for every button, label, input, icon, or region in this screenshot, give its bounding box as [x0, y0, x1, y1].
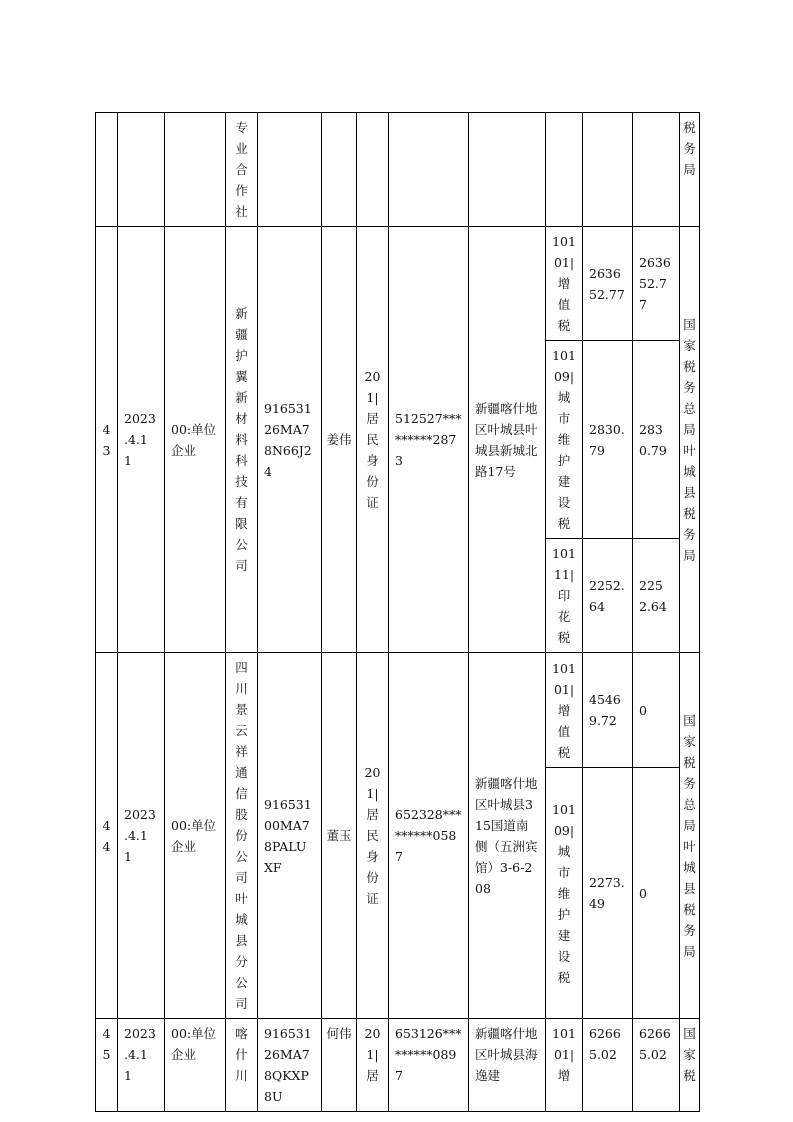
char: 09|	[553, 369, 575, 384]
char: 20	[364, 1026, 381, 1041]
tax-authority-cell	[680, 113, 700, 227]
char: 局	[683, 817, 696, 833]
company-name-cell	[226, 227, 258, 653]
char: 税	[683, 505, 696, 521]
address-cell: 新疆喀什地区叶城县叶城县新城北路17号	[469, 227, 546, 653]
tax-item-cell	[546, 227, 583, 341]
unit-type-cell: 00:单位企业	[165, 653, 226, 1019]
char: 云	[235, 723, 248, 738]
char: 务	[683, 526, 696, 542]
char: 川	[235, 681, 248, 696]
char: 护	[235, 348, 248, 363]
tax-paid-cell: 2830.79	[633, 341, 680, 539]
char: 务	[683, 141, 696, 156]
char: 身	[366, 453, 379, 468]
char: 叶	[683, 442, 696, 458]
char: 有	[235, 495, 248, 510]
char: 县	[683, 880, 696, 896]
char: 101	[552, 546, 576, 561]
table-row	[96, 1019, 700, 1112]
char: 税	[683, 901, 696, 917]
char: 新	[235, 390, 248, 405]
tax-amount-cell: 263652.77	[583, 227, 633, 341]
tax-item-cell	[546, 1019, 583, 1112]
char: 信	[235, 786, 248, 801]
char: 城	[557, 390, 571, 405]
table-row	[96, 227, 700, 341]
id-type-cell	[357, 1019, 389, 1112]
char: 总	[683, 796, 696, 812]
tax-paid-cell	[633, 113, 680, 227]
char: 分	[235, 954, 248, 969]
id-number-cell	[389, 113, 469, 227]
tax-item-cell	[546, 341, 583, 539]
char: 家	[683, 337, 696, 353]
char: 101	[552, 801, 576, 817]
char: 什	[235, 1047, 248, 1062]
char: 税	[683, 754, 696, 770]
credit-code-cell: 91653126MA78N66J24	[258, 227, 322, 653]
company-name-cell	[226, 113, 258, 227]
char: 1|	[366, 786, 379, 801]
char: 作	[235, 183, 248, 198]
char: 专	[235, 120, 248, 135]
tax-amount-cell: 2252.64	[583, 539, 633, 653]
char: 101	[552, 348, 576, 363]
tax-amount-cell: 2830.79	[583, 341, 633, 539]
tax-authority-cell	[680, 227, 700, 653]
char: 业	[235, 141, 248, 156]
char: 材	[235, 411, 248, 426]
char: 务	[683, 379, 696, 395]
char: 合	[235, 162, 248, 177]
id-number-cell: 512527*********2873	[389, 227, 469, 653]
id-type-cell	[357, 113, 389, 227]
char: 市	[557, 411, 571, 426]
char: 设	[557, 948, 571, 964]
char: 设	[557, 495, 571, 510]
id-number-cell: 653126*********0897	[389, 1019, 469, 1112]
char: 4	[102, 1026, 111, 1041]
id-number-cell: 652328*********0587	[389, 653, 469, 1019]
char: 税	[683, 358, 696, 374]
legal-person-cell: 何伟	[322, 1019, 357, 1112]
sequence-number-cell	[96, 227, 118, 653]
char: 新	[235, 306, 248, 321]
company-name-cell	[226, 1019, 258, 1112]
char: 1|	[366, 1047, 379, 1062]
char: 证	[366, 495, 379, 510]
id-type-cell	[357, 227, 389, 653]
char: 值	[557, 297, 571, 312]
tax-item-cell	[546, 113, 583, 227]
id-type-cell	[357, 653, 389, 1019]
address-cell: 新疆喀什地区叶城县海逸建	[469, 1019, 546, 1112]
tax-item-cell	[546, 539, 583, 653]
char: 增	[557, 1068, 571, 1083]
char: 01|	[553, 1047, 575, 1062]
char: 税	[557, 516, 571, 531]
unit-type-cell: 00:单位企业	[165, 227, 226, 653]
char: 务	[683, 922, 696, 938]
char: 维	[557, 432, 571, 447]
char: 101	[552, 1026, 576, 1041]
table-row	[96, 653, 700, 768]
char: 局	[683, 421, 696, 437]
char: 民	[366, 432, 379, 447]
char: 居	[366, 1068, 379, 1083]
char: 份	[235, 828, 248, 843]
tax-amount-cell: 62665.02	[583, 1019, 633, 1112]
sequence-number-cell	[96, 113, 118, 227]
sequence-number-cell	[96, 1019, 118, 1112]
char: 县	[683, 484, 696, 500]
char: 叶	[235, 891, 248, 906]
tax-amount-cell: 45469.72	[583, 653, 633, 768]
char: 居	[366, 807, 379, 822]
char: 份	[366, 870, 379, 885]
char: 11|	[553, 567, 575, 582]
sequence-number-cell	[96, 653, 118, 1019]
tax-paid-cell: 0	[633, 653, 680, 768]
char: 川	[235, 1068, 248, 1083]
char: 家	[683, 1047, 696, 1062]
char: 县	[235, 933, 248, 948]
char: 印	[557, 588, 571, 603]
char: 5	[102, 1047, 111, 1062]
char: 祥	[235, 744, 248, 759]
tax-paid-cell: 2252.64	[633, 539, 680, 653]
char: 维	[557, 885, 571, 901]
credit-code-cell	[258, 113, 322, 227]
tax-item-cell	[546, 768, 583, 1019]
char: 居	[366, 411, 379, 426]
char: 务	[683, 775, 696, 791]
char: 税	[683, 120, 696, 135]
legal-person-cell: 董玉	[322, 653, 357, 1019]
tax-item-cell	[546, 653, 583, 768]
char: 4	[102, 838, 111, 854]
unit-type-cell	[165, 113, 226, 227]
date-cell: 2023 .4.1 1	[118, 1019, 165, 1112]
char: 料	[235, 432, 248, 447]
date-cell: 2023 .4.1 1	[118, 227, 165, 653]
legal-person-cell: 姜伟	[322, 227, 357, 653]
char: 技	[235, 474, 248, 489]
char: 局	[683, 547, 696, 563]
char: 司	[235, 558, 248, 573]
char: 局	[683, 162, 696, 177]
char: 建	[557, 474, 571, 489]
char: 20	[364, 369, 381, 384]
char: 01|	[553, 681, 575, 697]
address-cell: 新疆喀什地区叶城县315国道南侧（五洲宾馆）3-6-208	[469, 653, 546, 1019]
char: 01|	[553, 255, 575, 270]
tax-records-table	[95, 112, 700, 1112]
legal-person-cell	[322, 113, 357, 227]
char: 疆	[235, 327, 248, 342]
char: 税	[557, 630, 571, 645]
char: 101	[552, 660, 576, 676]
address-cell	[469, 113, 546, 227]
char: 社	[235, 204, 248, 219]
char: 叶	[683, 838, 696, 854]
tax-paid-cell: 62665.02	[633, 1019, 680, 1112]
char: 税	[683, 1068, 696, 1083]
char: 司	[235, 996, 248, 1011]
company-name-cell	[226, 653, 258, 1019]
char: 09|	[553, 822, 575, 838]
char: 国	[683, 1026, 696, 1041]
char: 司	[235, 870, 248, 885]
char: 护	[557, 906, 571, 922]
char: 增	[557, 702, 571, 718]
char: 4	[102, 817, 111, 833]
unit-type-cell: 00:单位企业	[165, 1019, 226, 1112]
char: 城	[683, 463, 696, 479]
tax-paid-cell: 263652.77	[633, 227, 680, 341]
char: 建	[557, 927, 571, 943]
char: 民	[366, 828, 379, 843]
char: 税	[557, 744, 571, 760]
char: 份	[366, 474, 379, 489]
char: 3	[102, 442, 111, 458]
char: 局	[683, 943, 696, 959]
char: 20	[364, 765, 381, 780]
char: 股	[235, 807, 248, 822]
date-cell	[118, 113, 165, 227]
char: 税	[557, 318, 571, 333]
char: 公	[235, 849, 248, 864]
tax-paid-cell: 0	[633, 768, 680, 1019]
char: 4	[102, 421, 111, 437]
tax-amount-cell: 2273.49	[583, 768, 633, 1019]
char: 通	[235, 765, 248, 780]
credit-code-cell: 91653126MA78QKXP8U	[258, 1019, 322, 1112]
table-row	[96, 113, 700, 227]
char: 四	[235, 660, 248, 675]
char: 101	[552, 234, 576, 249]
char: 税	[557, 969, 571, 985]
char: 国	[683, 712, 696, 728]
char: 城	[235, 912, 248, 927]
char: 国	[683, 316, 696, 332]
char: 身	[366, 849, 379, 864]
char: 城	[557, 843, 571, 859]
credit-code-cell: 91653100MA78PALUXF	[258, 653, 322, 1019]
char: 城	[683, 859, 696, 875]
tax-authority-cell	[680, 653, 700, 1019]
char: 1|	[366, 390, 379, 405]
char: 景	[235, 702, 248, 717]
char: 花	[557, 609, 571, 624]
char: 科	[235, 453, 248, 468]
char: 护	[557, 453, 571, 468]
char: 值	[557, 723, 571, 739]
tax-amount-cell	[583, 113, 633, 227]
char: 家	[683, 733, 696, 749]
char: 公	[235, 537, 248, 552]
char: 总	[683, 400, 696, 416]
char: 翼	[235, 369, 248, 384]
char: 喀	[235, 1026, 248, 1041]
char: 公	[235, 975, 248, 990]
char: 证	[366, 891, 379, 906]
char: 市	[557, 864, 571, 880]
date-cell: 2023 .4.1 1	[118, 653, 165, 1019]
tax-authority-cell	[680, 1019, 700, 1112]
char: 限	[235, 516, 248, 531]
char: 增	[557, 276, 571, 291]
